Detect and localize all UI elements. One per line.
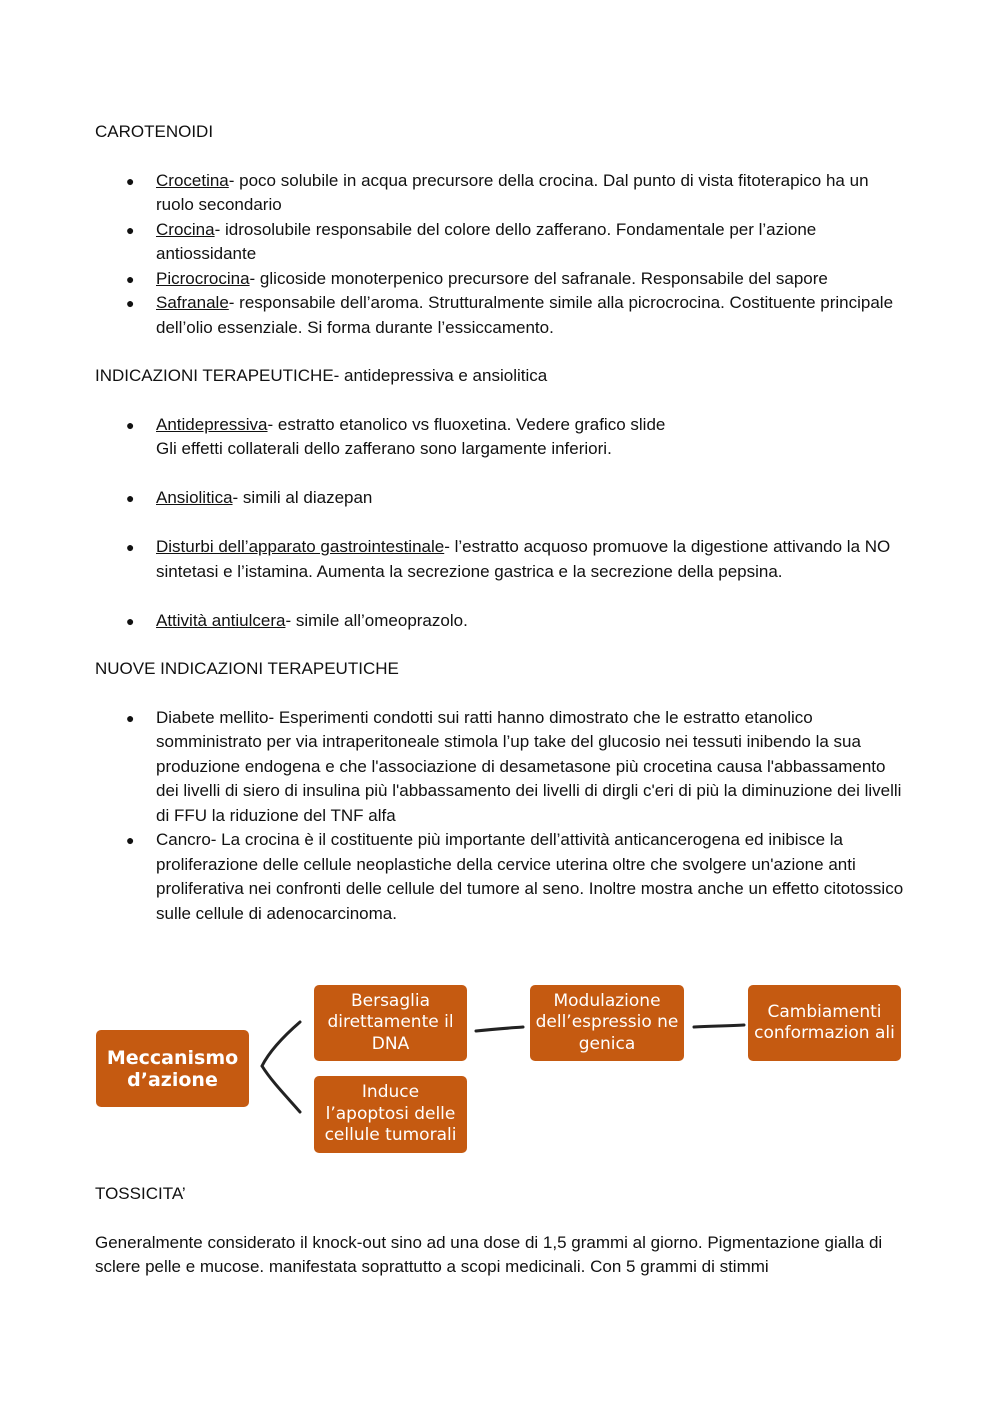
bullet-icon: ● — [126, 221, 135, 238]
list-item — [95, 413, 910, 462]
bullet-icon: ● — [126, 612, 135, 629]
bullet-icon: ● — [126, 709, 135, 726]
bracket-connector — [262, 1022, 300, 1112]
node-label: Bersaglia direttamente il DNA — [327, 990, 454, 1054]
node-label: Modulazione dell’espressio ne genica — [535, 990, 679, 1054]
list-item — [95, 828, 910, 926]
node-meccanismo — [96, 1030, 249, 1107]
list-item-term: Ansiolitica — [156, 488, 233, 507]
list-item-term: Picrocrocina — [156, 268, 250, 288]
list-item-text: - poco solubile in acqua precursore della crocina. Dal punto di vista fitoterapico ha un ruolo secondario — [156, 170, 869, 214]
list-item-text: - idrosolubile responsabile del colore dello zafferano. Fondamentale per l’azione antiossidante — [156, 219, 817, 263]
node-cambiamenti — [748, 985, 901, 1061]
list-item — [95, 291, 910, 340]
tossicita-section — [95, 1182, 910, 1280]
list-item — [95, 535, 910, 584]
list-item-term: Crocina — [156, 219, 215, 239]
section-heading-nuove: NUOVE INDICAZIONI TERAPEUTICHE — [95, 659, 399, 678]
node-label: Cambiamenti conformazion ali — [754, 1001, 895, 1043]
node-modulazione — [530, 985, 684, 1061]
list-item — [95, 609, 910, 634]
node-label: Meccanismo d’azione — [106, 1046, 239, 1091]
bullet-icon: ● — [126, 490, 135, 506]
section-heading-carotenoidi: CAROTENOIDI — [95, 122, 214, 141]
list-item-term: Antidepressiva — [156, 414, 268, 434]
list-item-term: Crocetina — [156, 170, 229, 190]
indicazioni-list — [95, 413, 910, 634]
bullet-icon: ● — [126, 295, 135, 311]
list-item-term: Safranale — [156, 293, 229, 312]
list-item-text: - simile all’omeoprazolo. — [285, 610, 468, 630]
section-heading-tossicita: TOSSICITA’ — [95, 1184, 186, 1203]
list-item — [95, 169, 910, 218]
carotenoidi-list — [95, 169, 910, 341]
section-heading-indicazioni: INDICAZIONI TERAPEUTICHE- antidepressiva e ansiolitica — [95, 366, 548, 385]
nuove-list — [95, 706, 910, 927]
list-item-term: Attività antiulcera — [156, 610, 286, 630]
list-item-extra: Gli effetti collaterali dello zafferano sono largamente inferiori. — [156, 439, 612, 458]
list-item-text: - responsabile dell’aroma. Strutturalmente simile alla picrocrocina. Costituente principale dell’olio essenziale. Si forma durante l’essiccamento. — [156, 293, 894, 337]
node-apoptosi — [314, 1076, 467, 1153]
arrow-dna-to-gene — [476, 1027, 523, 1031]
list-item — [95, 267, 910, 292]
bullet-icon: ● — [126, 270, 135, 287]
bullet-icon: ● — [126, 172, 135, 189]
list-item-text: - estratto etanolico vs fluoxetina. Vedere grafico slide — [267, 414, 666, 434]
list-item — [95, 706, 910, 829]
tossicita-text: Generalmente considerato il knock-out sino ad una dose di 1,5 grammi al giorno. Pigmentazione gialla di sclere pelle e mucose. manifestata soprattutto a scopi medicinali. Con 5 grammi di stimmi — [95, 1232, 883, 1276]
list-item-text: Diabete mellito- Esperimenti condotti sui ratti hanno dimostrato che le estratto etanolico somministrato per via intraperitoneale stimola l’up take del glucosio nei tessuti inibendo la sua produzione endogena e che l'associazione di desametasone più crocetina causa l'abbassamento dei livelli di siero di insulina più l'abbassamento dei livelli di dirgli c'eri di più la diminuzione dei livelli di FFU la riduzione del TNF alfa — [156, 707, 902, 825]
list-item-term: Disturbi dell’apparato gastrointestinale — [156, 537, 445, 556]
bullet-icon: ● — [126, 539, 135, 555]
arrow-gene-to-conf — [694, 1025, 744, 1027]
bullet-icon: ● — [126, 832, 135, 848]
list-item-text: - simili al diazepan — [232, 488, 373, 507]
list-item-text: - glicoside monoterpenico precursore del safranale. Responsabile del sapore — [249, 268, 828, 288]
node-label: Induce l’apoptosi delle cellule tumorali — [324, 1082, 457, 1146]
node-bersaglia-dna — [314, 985, 467, 1061]
list-item-text: - l’estratto acquoso promuove la digestione attivando la NO sintetasi e l’istamina. Aumenta la secrezione gastrica e la secrezione della pepsina. — [156, 537, 891, 581]
bullet-icon: ● — [126, 416, 135, 433]
list-item-text: Cancro- La crocina è il costituente più importante dell’attività anticancerogena ed inibisce la proliferazione delle cellule neoplastiche della cervice uterina oltre che svolgere un'azione anti proliferativa nei confronti delle cellule del tumore al seno. Inoltre mostra anche un effetto citotossico sulle cellule di adenocarcinoma. — [156, 830, 904, 923]
list-item — [95, 486, 910, 511]
document-body — [95, 120, 910, 950]
list-item — [95, 218, 910, 267]
